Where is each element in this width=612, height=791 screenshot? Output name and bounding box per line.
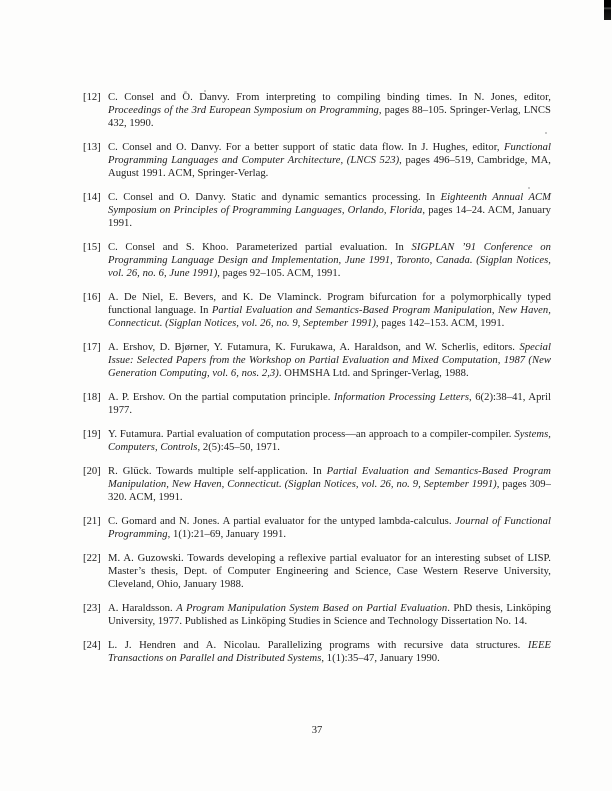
- page-number: 37: [311, 725, 323, 736]
- reference-title-segment: SIGPLAN ’91 Conference on Programming Language Design and Implementation, June 1991, Toronto, Canada. (Sigplan Notices, vol. 26, no. 6, June 1991): [108, 242, 551, 279]
- reference-item: [83, 391, 551, 417]
- reference-text-segment: C. Consel and O. Danvy. Static and dynamic semantics processing. In: [108, 192, 441, 203]
- reference-label: [24]: [83, 640, 101, 651]
- reference-item: [83, 602, 551, 628]
- reference-label: [12]: [83, 92, 101, 103]
- reference-title-segment: Partial Evaluation and Semantics-Based Program Manipulation, New Haven, Connecticut. (Sigplan Notices, vol. 26, no. 9, September 1991): [108, 305, 551, 329]
- reference-item: [83, 552, 551, 591]
- reference-label: [13]: [83, 142, 101, 153]
- reference-text-segment: A. Haraldsson.: [108, 603, 177, 614]
- reference-text-segment: , 6(2):38–41, April 1977.: [108, 392, 551, 416]
- reference-text-segment: , pages 92–105. ACM, 1991.: [217, 268, 341, 279]
- reference-text: [108, 92, 551, 129]
- reference-text-segment: C. Consel and S. Khoo. Parameterized partial evaluation. In: [108, 242, 412, 253]
- reference-text: [108, 516, 551, 540]
- reference-title-segment: IEEE Transactions on Parallel and Distributed Systems: [108, 640, 551, 664]
- reference-label: [22]: [83, 553, 101, 564]
- reference-title-segment: Eighteenth Annual ACM Symposium on Principles of Programming Languages, Orlando, Florida: [108, 192, 551, 216]
- reference-text-segment: L. J. Hendren and A. Nicolau. Parallelizing programs with recursive data structures.: [108, 640, 528, 651]
- reference-item: [83, 141, 551, 180]
- reference-label: [14]: [83, 192, 101, 203]
- reference-title-segment: Partial Evaluation and Semantics-Based Program Manipulation, New Haven, Connecticut. (Sigplan Notices, vol. 26, no. 9, September 1991): [108, 466, 551, 490]
- reference-text: [108, 342, 551, 379]
- reference-label: [16]: [83, 292, 101, 303]
- reference-text: [108, 392, 551, 416]
- reference-item: [83, 465, 551, 504]
- reference-item: [83, 341, 551, 380]
- reference-text-segment: A. De Niel, E. Bevers, and K. De Vlaminck. Program bifurcation for a polymorphically typed functional language. In: [108, 292, 551, 316]
- reference-label: [15]: [83, 242, 101, 253]
- reference-text-segment: , pages 14–24. ACM, January 1991.: [108, 205, 551, 229]
- reference-text: [108, 292, 551, 329]
- reference-text: [108, 429, 551, 453]
- reference-label: [21]: [83, 516, 101, 527]
- reference-text-segment: R. Glück. Towards multiple self-application. In: [108, 466, 327, 477]
- reference-text: [108, 603, 551, 627]
- reference-text-segment: , pages 496–519, Cambridge, MA, August 1991. ACM, Springer-Verlag.: [108, 155, 551, 179]
- reference-text: [108, 640, 551, 664]
- reference-title-segment: Information Processing Letters: [333, 392, 470, 403]
- reference-text-segment: C. Consel and O. Danvy. For a better support of static data flow. In J. Hughes, editor,: [108, 142, 504, 153]
- reference-title-segment: A Program Manipulation System Based on Partial Evaluation: [176, 603, 448, 614]
- reference-label: [17]: [83, 342, 101, 353]
- reference-text: [108, 553, 551, 590]
- reference-text-segment: . OHMSHA Ltd. and Springer-Verlag, 1988.: [278, 368, 469, 379]
- reference-title-segment: Journal of Functional Programming: [108, 516, 551, 540]
- reference-label: [23]: [83, 603, 101, 614]
- reference-item: [83, 515, 551, 541]
- reference-item: [83, 241, 551, 280]
- reference-title-segment: Functional Programming Languages and Computer Architecture, (LNCS 523): [108, 142, 551, 166]
- reference-text: [108, 192, 551, 229]
- reference-title-segment: Proceedings of the 3rd European Symposium on Programming: [108, 105, 379, 116]
- reference-text-segment: , pages 142–153. ACM, 1991.: [375, 318, 505, 329]
- reference-text-segment: , 1(1):35–47, January 1990.: [321, 653, 440, 664]
- reference-text-segment: , pages 309–320. ACM, 1991.: [108, 479, 552, 503]
- reference-text-segment: , pages 88–105. Springer-Verlag, LNCS 432, 1990.: [108, 105, 551, 129]
- reference-text-segment: A. P. Ershov. On the partial computation principle.: [108, 392, 334, 403]
- reference-item: [83, 191, 551, 230]
- reference-text-segment: Y. Futamura. Partial evaluation of computation process—an approach to a compiler-compiler.: [108, 429, 515, 440]
- reference-text: [108, 242, 551, 279]
- reference-text-segment: M. A. Guzowski. Towards developing a reflexive partial evaluator for an interesting subset of LISP. Master’s thesis, Dept. of Computer Engineering and Science, Case Western Reserve University, Cleveland, Ohio, January 1988.: [108, 553, 551, 590]
- reference-title-segment: Special Issue: Selected Papers from the Workshop on Partial Evaluation and Mixed Computation, 1987 (New Generation Computing, vol. 6, nos. 2,3): [108, 342, 551, 379]
- reference-text: [108, 142, 551, 179]
- reference-label: [19]: [83, 429, 101, 440]
- reference-text: [108, 466, 551, 503]
- reference-text-segment: . PhD thesis, Linköping University, 1977. Published as Linköping Studies in Science and Technology Dissertation No. 14.: [108, 603, 551, 627]
- reference-item: [83, 291, 551, 330]
- reference-item: [83, 639, 551, 665]
- reference-title-segment: Systems, Computers, Controls: [108, 429, 551, 453]
- reference-item: [83, 91, 551, 130]
- reference-label: [20]: [83, 466, 101, 477]
- reference-item: [83, 428, 551, 454]
- reference-text-segment: C. Consel and O. Danvy. From interpreting to compiling binding times. In N. Jones, editor,: [108, 92, 551, 103]
- scan-artifact-mark: [604, 0, 611, 20]
- reference-text-segment: A. Ershov, D. Bjørner, Y. Futamura, K. Furukawa, A. Haraldson, and W. Scherlis, editors.: [108, 342, 520, 353]
- reference-label: [18]: [83, 392, 101, 403]
- reference-text-segment: , 2(5):45–50, 1971.: [197, 442, 280, 453]
- references-list: [83, 91, 551, 676]
- reference-text-segment: C. Gomard and N. Jones. A partial evaluator for the untyped lambda-calculus.: [108, 516, 456, 527]
- reference-text-segment: , 1(1):21–69, January 1991.: [167, 529, 287, 540]
